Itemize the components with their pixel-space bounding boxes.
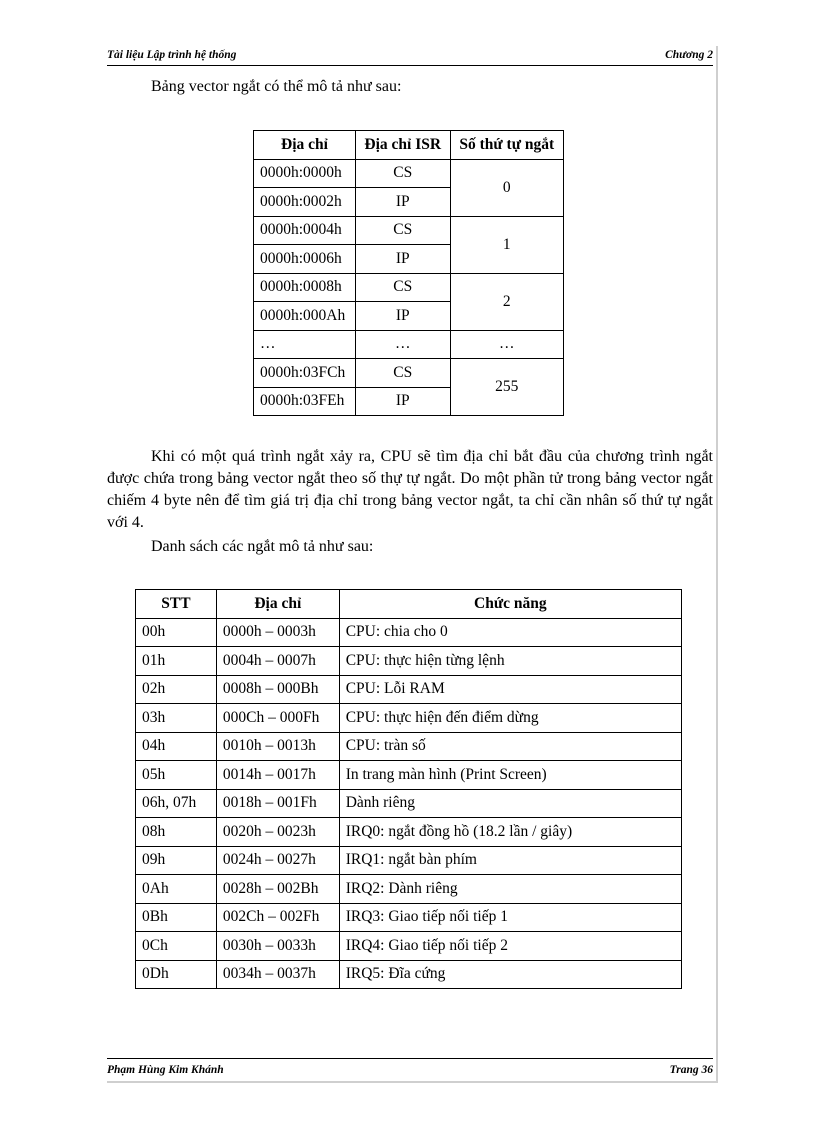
- isr-cell: CS: [355, 359, 450, 388]
- table-row: [136, 932, 682, 961]
- address-range-cell: 0000h – 0003h: [216, 618, 339, 647]
- number-cell: 03h: [136, 704, 217, 733]
- address-range-cell: 0020h – 0023h: [216, 818, 339, 847]
- function-cell: Dành riêng: [339, 789, 681, 818]
- table-row: [136, 875, 682, 904]
- address-range-cell: 0034h – 0037h: [216, 960, 339, 989]
- column-header: Địa chỉ: [254, 131, 356, 160]
- isr-cell: IP: [355, 302, 450, 331]
- address-range-cell: 0018h – 001Fh: [216, 789, 339, 818]
- address-range-cell: 002Ch – 002Fh: [216, 903, 339, 932]
- number-cell: 00h: [136, 618, 217, 647]
- header-rule: [107, 65, 713, 66]
- vector-table: [253, 130, 564, 416]
- number-cell: 06h, 07h: [136, 789, 217, 818]
- address-cell: 0000h:0006h: [254, 245, 356, 274]
- interrupt-table: [135, 589, 682, 989]
- address-range-cell: 0010h – 0013h: [216, 732, 339, 761]
- address-cell: 0000h:03FCh: [254, 359, 356, 388]
- function-cell: CPU: tràn số: [339, 732, 681, 761]
- number-cell: 01h: [136, 647, 217, 676]
- table-row: [254, 330, 564, 359]
- isr-cell: IP: [355, 245, 450, 274]
- number-cell: 08h: [136, 818, 217, 847]
- interrupt-number-cell: 1: [450, 216, 563, 273]
- column-header: Địa chỉ ISR: [355, 131, 450, 160]
- column-header: Chức năng: [339, 590, 681, 619]
- address-range-cell: 0028h – 002Bh: [216, 875, 339, 904]
- footer-page-number: Trang 36: [669, 1064, 713, 1076]
- list-intro-text: Danh sách các ngắt mô tả như sau:: [151, 538, 374, 555]
- function-cell: CPU: thực hiện đến điểm dừng: [339, 704, 681, 733]
- function-cell: CPU: Lỗi RAM: [339, 675, 681, 704]
- address-cell: 0000h:0000h: [254, 159, 356, 188]
- number-cell: 0Bh: [136, 903, 217, 932]
- table-row: [136, 789, 682, 818]
- address-range-cell: 0004h – 0007h: [216, 647, 339, 676]
- table-header-row: [254, 131, 564, 160]
- function-cell: IRQ3: Giao tiếp nối tiếp 1: [339, 903, 681, 932]
- table-row: [254, 359, 564, 388]
- address-range-cell: 0008h – 000Bh: [216, 675, 339, 704]
- address-cell: 0000h:0002h: [254, 188, 356, 217]
- address-range-cell: 0014h – 0017h: [216, 761, 339, 790]
- column-header: STT: [136, 590, 217, 619]
- table-row: [136, 647, 682, 676]
- table-row: [136, 761, 682, 790]
- function-cell: IRQ1: ngắt bàn phím: [339, 846, 681, 875]
- table-row: [136, 618, 682, 647]
- footer-author: Phạm Hùng Kim Khánh: [107, 1064, 224, 1076]
- table-row: [136, 846, 682, 875]
- footer-rule: [107, 1058, 713, 1059]
- table-row: [136, 704, 682, 733]
- number-cell: 05h: [136, 761, 217, 790]
- interrupt-number-cell: 255: [450, 359, 563, 416]
- address-cell: 0000h:0008h: [254, 273, 356, 302]
- function-cell: CPU: chia cho 0: [339, 618, 681, 647]
- address-cell: 0000h:000Ah: [254, 302, 356, 331]
- isr-cell: CS: [355, 159, 450, 188]
- number-cell: 09h: [136, 846, 217, 875]
- table-row: [136, 903, 682, 932]
- header-document-title: Tài liệu Lập trình hệ thống: [107, 49, 237, 61]
- function-cell: CPU: thực hiện từng lệnh: [339, 647, 681, 676]
- number-cell: 0Dh: [136, 960, 217, 989]
- isr-cell: IP: [355, 188, 450, 217]
- page-footer: [107, 1064, 713, 1080]
- address-range-cell: 0024h – 0027h: [216, 846, 339, 875]
- number-cell: 04h: [136, 732, 217, 761]
- address-range-cell: 000Ch – 000Fh: [216, 704, 339, 733]
- isr-cell: IP: [355, 387, 450, 416]
- isr-cell: …: [355, 330, 450, 359]
- address-cell: 0000h:0004h: [254, 216, 356, 245]
- function-cell: IRQ0: ngắt đồng hồ (18.2 lần / giây): [339, 818, 681, 847]
- table-row: [136, 675, 682, 704]
- address-cell: 0000h:03FEh: [254, 387, 356, 416]
- interrupt-number-cell: 2: [450, 273, 563, 330]
- address-range-cell: 0030h – 0033h: [216, 932, 339, 961]
- number-cell: 02h: [136, 675, 217, 704]
- number-cell: 0Ch: [136, 932, 217, 961]
- table-row: [136, 818, 682, 847]
- function-cell: IRQ5: Đĩa cứng: [339, 960, 681, 989]
- table-row: [136, 960, 682, 989]
- column-header: Địa chỉ: [216, 590, 339, 619]
- table-row: [136, 732, 682, 761]
- number-cell: 0Ah: [136, 875, 217, 904]
- table-row: [254, 273, 564, 302]
- isr-cell: CS: [355, 216, 450, 245]
- header-chapter: Chương 2: [665, 49, 713, 61]
- table-row: [254, 216, 564, 245]
- interrupt-number-cell: 0: [450, 159, 563, 216]
- column-header: Số thứ tự ngắt: [450, 131, 563, 160]
- function-cell: IRQ4: Giao tiếp nối tiếp 2: [339, 932, 681, 961]
- function-cell: In trang màn hình (Print Screen): [339, 761, 681, 790]
- interrupt-number-cell: …: [450, 330, 563, 359]
- isr-cell: CS: [355, 273, 450, 302]
- page-header: [107, 49, 713, 65]
- table-header-row: [136, 590, 682, 619]
- address-cell: …: [254, 330, 356, 359]
- table-row: [254, 159, 564, 188]
- function-cell: IRQ2: Dành riêng: [339, 875, 681, 904]
- body-paragraph: Khi có một quá trình ngắt xảy ra, CPU sẽ tìm địa chỉ bắt đầu của chương trình ngắt được chứa trong bảng vector ngắt theo số thự tự ngắt. Do một phần tử trong bảng vector ngắt chiếm 4 byte nên để tìm giá trị địa chỉ trong bảng vector ngắt, ta chỉ cần nhân số thứ tự ngắt với 4.: [107, 448, 713, 531]
- intro-text: Bảng vector ngắt có thể mô tả như sau:: [151, 78, 402, 95]
